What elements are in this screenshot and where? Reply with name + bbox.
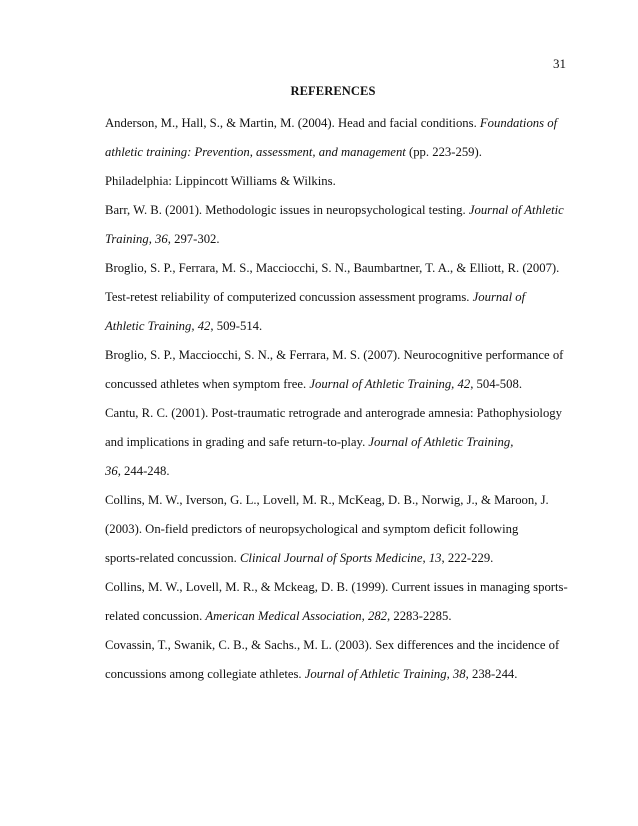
reference-text: , 509-514.: [210, 319, 263, 333]
reference-list: [105, 109, 568, 689]
reference-line: [105, 457, 565, 486]
reference-text: concussions among collegiate athletes.: [105, 667, 305, 681]
reference-text: concussed athletes when symptom free.: [105, 377, 310, 391]
reference-text: (2003). On-field predictors of neuropsychological and symptom deficit following: [105, 522, 519, 536]
reference-text: , 238-244.: [465, 667, 518, 681]
reference-text: Anderson, M., Hall, S., & Martin, M. (2004). Head and facial conditions.: [105, 116, 480, 130]
reference-line: [105, 283, 565, 312]
reference-line: [105, 399, 565, 428]
reference-entry: [105, 631, 565, 689]
reference-italic-text: Journal of: [472, 290, 526, 304]
reference-italic-text: Journal of Athletic: [468, 203, 564, 217]
reference-line: [105, 428, 565, 457]
reference-line: [105, 486, 565, 515]
reference-line: [105, 109, 565, 138]
reference-text: related concussion.: [105, 609, 206, 623]
reference-line: [105, 312, 565, 341]
reference-entry: [105, 486, 565, 573]
reference-entry: [105, 196, 565, 254]
reference-italic-text: athletic training: Prevention, assessment, and management: [105, 145, 406, 159]
reference-italic-text: 36: [105, 464, 118, 478]
reference-line: [105, 544, 565, 573]
reference-italic-text: American Medical Association, 282: [205, 609, 388, 623]
reference-text: sports-related concussion.: [105, 551, 240, 565]
reference-entry: [105, 573, 568, 631]
reference-text: , 222-229.: [441, 551, 494, 565]
reference-italic-text: Athletic Training, 42: [105, 319, 211, 333]
reference-entry: [105, 254, 565, 341]
reference-text: , 297-302.: [167, 232, 220, 246]
reference-text: Test-retest reliability of computerized concussion assessment programs.: [105, 290, 473, 304]
reference-line: [105, 225, 565, 254]
reference-italic-text: Journal of Athletic Training, 38: [304, 667, 466, 681]
reference-italic-text: Foundations of: [479, 116, 558, 130]
reference-italic-text: Journal of Athletic Training,: [368, 435, 514, 449]
reference-entry: [105, 109, 565, 196]
reference-line: [105, 196, 565, 225]
reference-text: Broglio, S. P., Macciocchi, S. N., & Ferrara, M. S. (2007). Neurocognitive performance of: [105, 348, 564, 362]
reference-italic-text: Journal of Athletic Training, 42: [309, 377, 471, 391]
reference-text: Collins, M. W., Iverson, G. L., Lovell, M. R., McKeag, D. B., Norwig, J., & Maroon, J.: [105, 493, 549, 507]
references-heading: REFERENCES: [290, 84, 376, 98]
reference-text: , 244-248.: [117, 464, 170, 478]
reference-entry: [105, 399, 565, 486]
reference-line: [105, 167, 565, 196]
reference-text: Cantu, R. C. (2001). Post-traumatic retrograde and anterograde amnesia: Pathophysiology: [105, 406, 562, 420]
reference-text: Covassin, T., Swanik, C. B., & Sachs., M. L. (2003). Sex differences and the incidence of: [105, 638, 560, 652]
reference-text: and implications in grading and safe return-to-play.: [105, 435, 369, 449]
reference-line: [105, 602, 565, 631]
reference-line: [105, 573, 568, 602]
reference-line: [105, 370, 565, 399]
reference-text: Collins, M. W., Lovell, M. R., & Mckeag, D. B. (1999). Current issues in managing sports-: [105, 580, 568, 594]
reference-line: [105, 631, 565, 660]
reference-text: Broglio, S. P., Ferrara, M. S., Macciocchi, S. N., Baumbartner, T. A., & Elliott, R. (2007).: [105, 261, 560, 275]
reference-text: Philadelphia: Lippincott Williams & Wilkins.: [105, 174, 336, 188]
reference-italic-text: Clinical Journal of Sports Medicine, 13: [239, 551, 442, 565]
reference-text: , 504-508.: [470, 377, 523, 391]
reference-line: [105, 341, 565, 370]
reference-line: [105, 138, 565, 167]
reference-italic-text: Training, 36: [105, 232, 168, 246]
reference-line: [105, 515, 565, 544]
reference-text: (pp. 223-259).: [405, 145, 482, 159]
reference-entry: [105, 341, 565, 399]
reference-line: [105, 660, 565, 689]
page-number: 31: [553, 56, 566, 71]
reference-line: [105, 254, 565, 283]
reference-text: , 2283-2285.: [387, 609, 452, 623]
reference-text: Barr, W. B. (2001). Methodologic issues in neuropsychological testing.: [105, 203, 469, 217]
